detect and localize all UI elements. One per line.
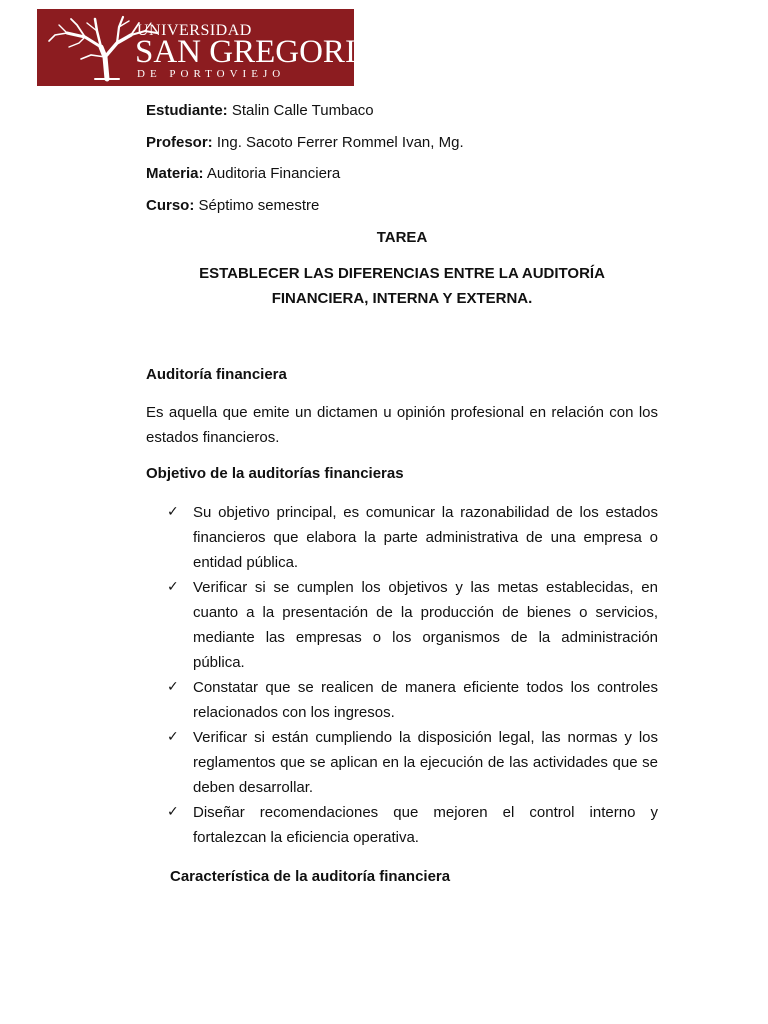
student-value: Stalin Calle Tumbaco (227, 102, 374, 119)
list-item (146, 725, 658, 800)
student-line (146, 102, 374, 119)
section-heading-auditoria-financiera: Auditoría financiera (146, 366, 287, 383)
logo-text-portoviejo: DE PORTOVIEJO (137, 68, 286, 80)
section-heading-caracteristica: Característica de la auditoría financiera (170, 868, 451, 885)
section-paragraph-definition: Es aquella que emite un dictamen u opinión profesional en relación con los estados financieros. (146, 404, 658, 446)
section-heading-objetivos: Objetivo de la auditorías financieras (146, 465, 404, 482)
teacher-line (146, 134, 464, 151)
document-subtitle-line2: FINANCIERA, INTERNA Y EXTERNA. (271, 290, 533, 307)
list-item-text: Diseñar recomendaciones que mejoren el control interno y fortalezcan la eficiencia operativa. (193, 804, 658, 846)
check-icon: ✓ (167, 504, 179, 520)
logo-text-san-gregorio: SAN GREGORIO (135, 34, 380, 70)
subject-value: Auditoria Financiera (203, 165, 341, 182)
course-value: Séptimo semestre (194, 197, 320, 214)
list-item (146, 800, 658, 850)
list-item (146, 500, 658, 575)
course-line (146, 197, 319, 214)
list-item-text: Verificar si se cumplen los objetivos y las metas establecidas, en cuanto a la presentación de la producción de bienes o servicios, mediante las empresas o los organismos de la administración pública. (193, 579, 658, 671)
check-icon: ✓ (167, 679, 179, 695)
check-icon: ✓ (167, 579, 179, 595)
teacher-label: Profesor: (146, 134, 213, 151)
course-label: Curso: (146, 197, 195, 214)
student-label: Estudiante: (146, 102, 228, 119)
check-icon: ✓ (167, 804, 179, 820)
document-title: TAREA (376, 229, 428, 246)
list-item (146, 675, 658, 725)
list-item (146, 575, 658, 675)
subject-line (146, 165, 340, 182)
teacher-value: Ing. Sacoto Ferrer Rommel Ivan, Mg. (212, 134, 464, 151)
check-icon: ✓ (167, 729, 179, 745)
list-item-text: Su objetivo principal, es comunicar la razonabilidad de los estados financieros que elabora la parte administrativa de una empresa o entidad pública. (193, 504, 658, 571)
objectives-list (146, 500, 658, 850)
subject-label: Materia: (146, 165, 204, 182)
list-item-text: Verificar si están cumpliendo la disposición legal, las normas y los reglamentos que se aplican en la ejecución de las actividades que se deben desarrollar. (193, 729, 658, 796)
document-subtitle-line1: ESTABLECER LAS DIFERENCIAS ENTRE LA AUDITORÍA (199, 265, 605, 282)
university-logo (37, 9, 380, 86)
logo-text-universidad: UNIVERSIDAD (137, 22, 252, 39)
list-item-text: Constatar que se realicen de manera eficiente todos los controles relacionados con los ingresos. (193, 679, 658, 721)
